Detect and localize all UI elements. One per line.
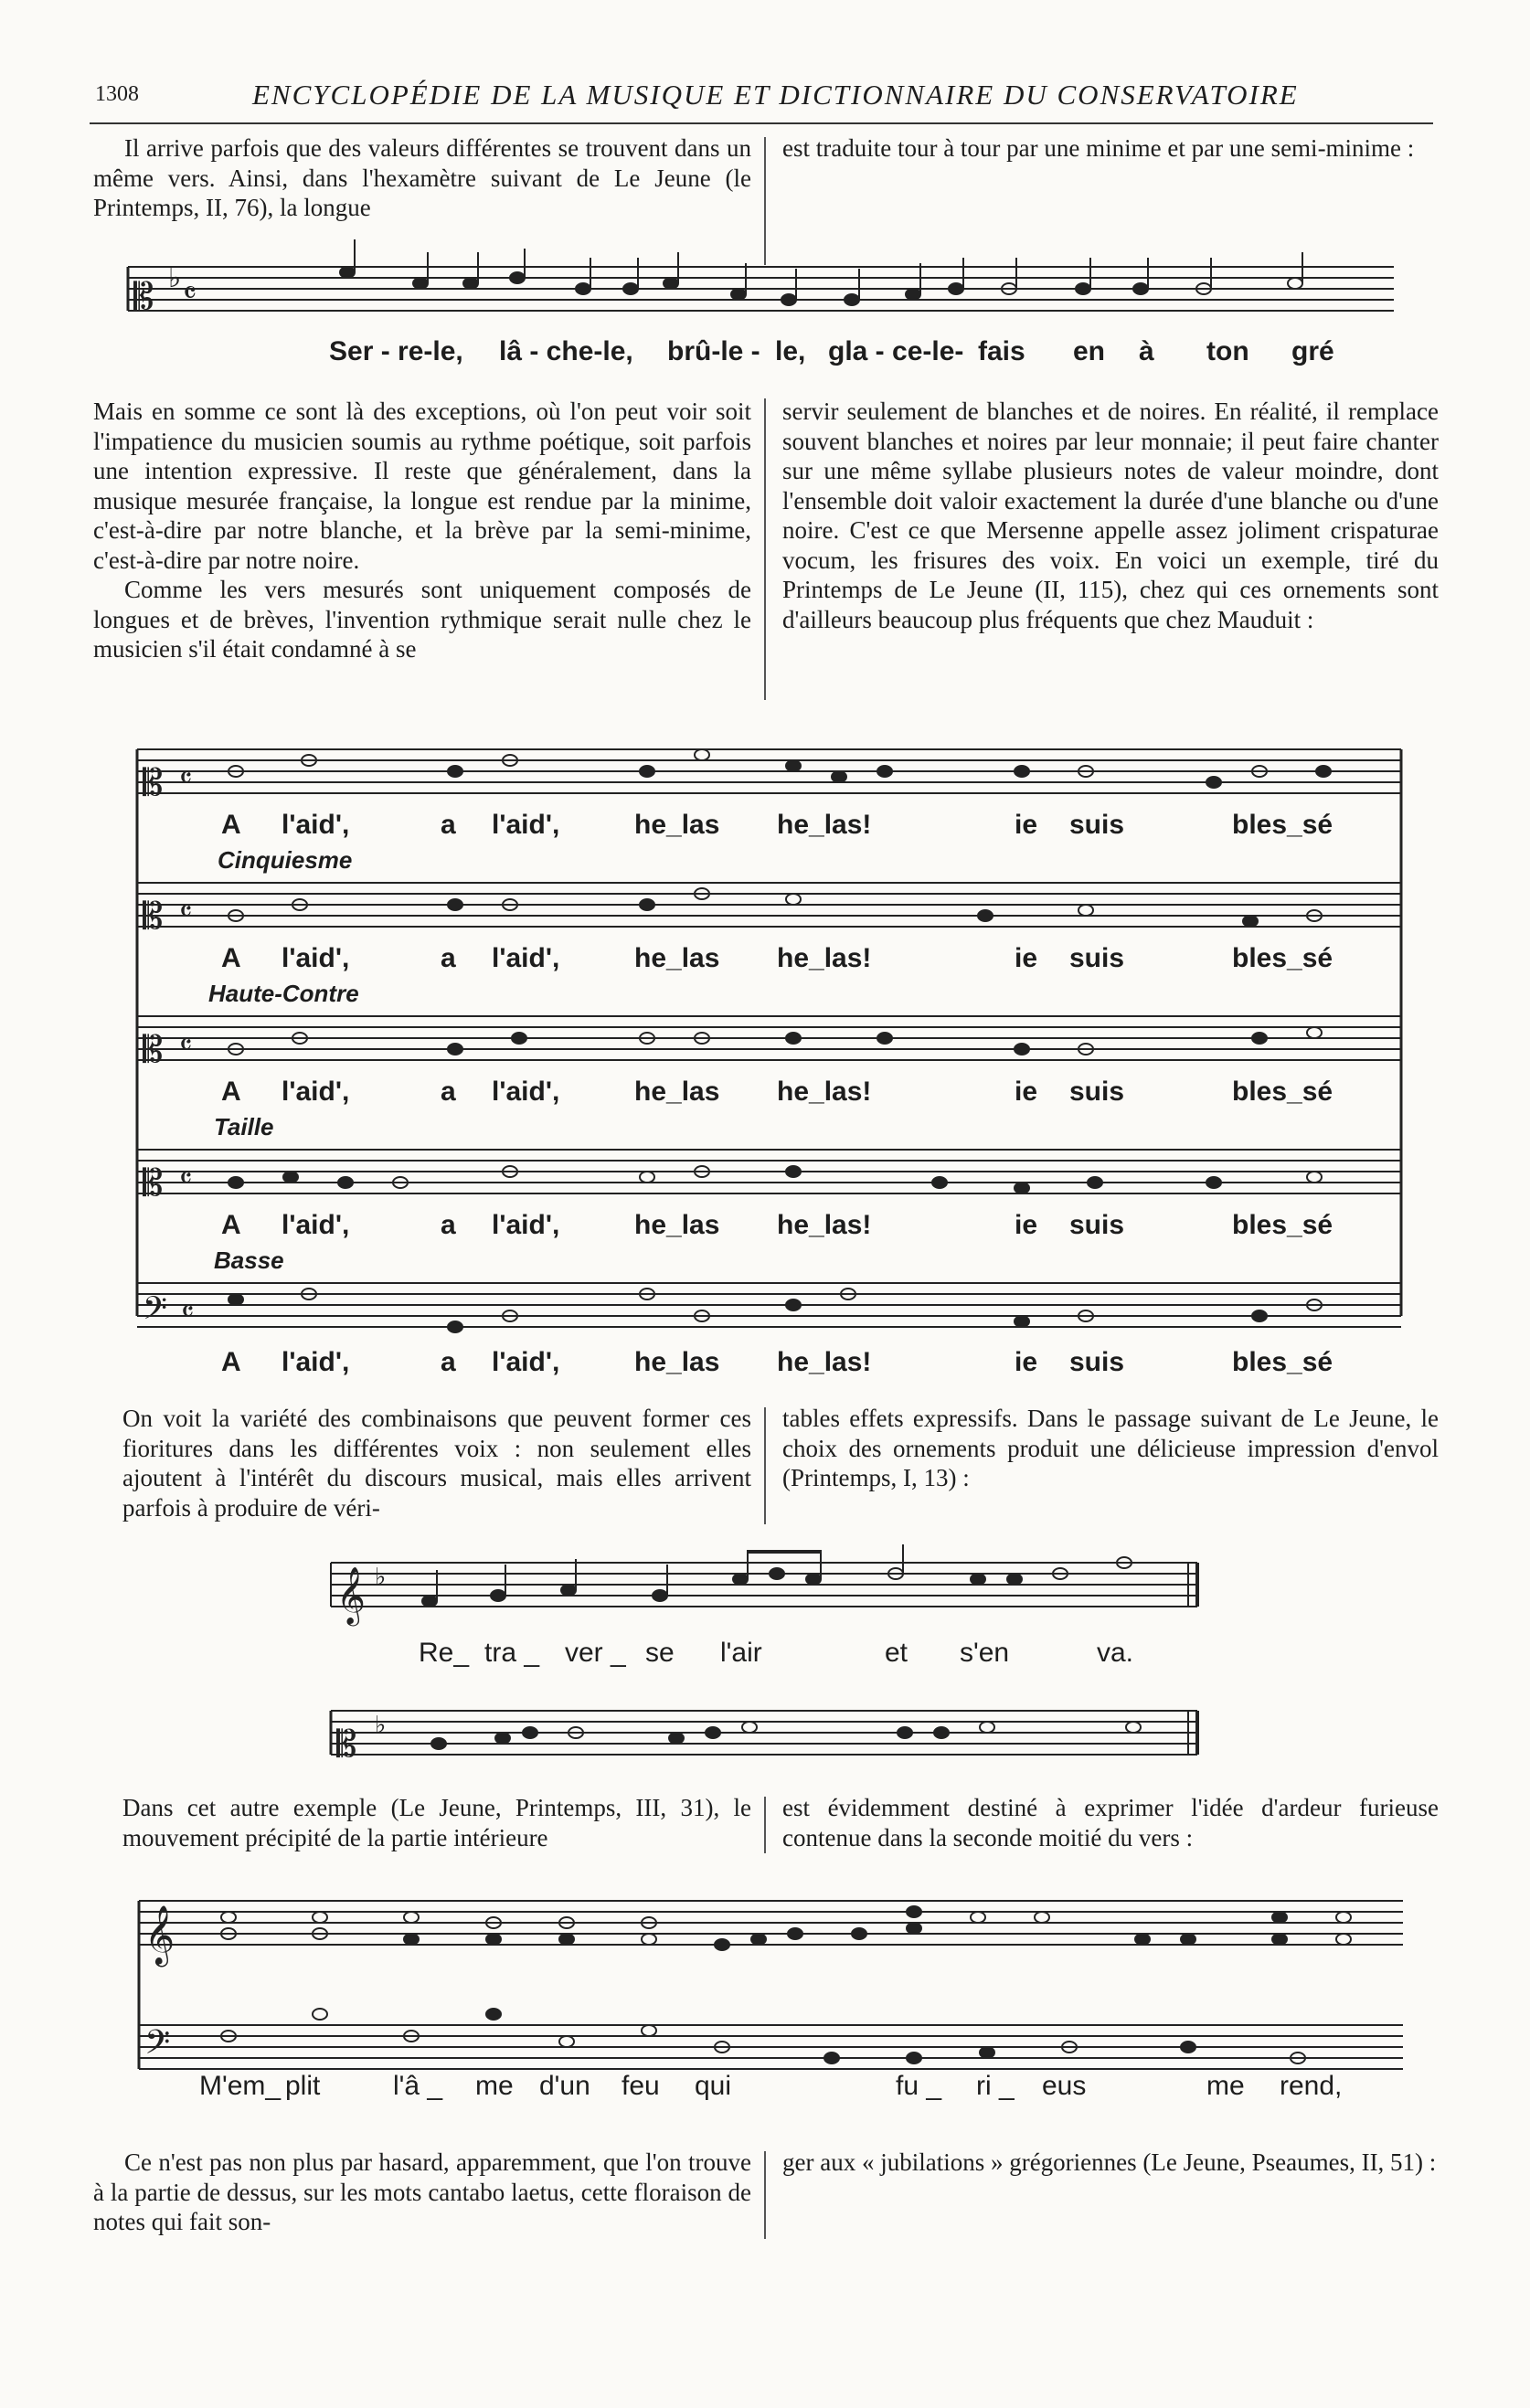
svg-text:𝄴: 𝄴	[179, 1161, 193, 1195]
lyric: A	[221, 1210, 241, 1240]
lyric: a	[441, 810, 456, 840]
lyric: a	[441, 943, 456, 973]
svg-text:𝄡: 𝄡	[143, 1029, 164, 1071]
lyric: suis	[1069, 1077, 1125, 1107]
lyric: he_las!	[777, 1210, 872, 1240]
lyric: rend,	[1280, 2071, 1343, 2101]
lyric: ie	[1015, 943, 1038, 973]
lyric: bles_sé	[1232, 1077, 1333, 1107]
lyric: ie	[1015, 1210, 1038, 1240]
lyric: A	[221, 943, 241, 973]
lyric: l'aid',	[282, 810, 350, 840]
voice-label: Taille	[214, 1113, 274, 1140]
lyric: l'aid',	[492, 810, 560, 840]
svg-text:𝄞: 𝄞	[144, 1905, 175, 1965]
text-block5-right	[782, 2148, 1439, 2178]
lyric: ver _	[565, 1638, 626, 1668]
lyric: qui	[695, 2071, 732, 2101]
lyric: le,	[775, 336, 806, 366]
lyric: A	[221, 1347, 241, 1377]
voice-label: Cinquiesme	[218, 846, 353, 874]
text-block4-right	[782, 1793, 1439, 1852]
lyric: ie	[1015, 810, 1038, 840]
paragraph: On voit la variété des combinaisons que peuvent former ces fioritures dans les différentes voix : non seulement elles ajoutent à l'intérêt du discours musical, mais elles arrivent parfois à produire de véri-	[122, 1405, 751, 1522]
lyric: a	[441, 1077, 456, 1107]
text-block2-right	[782, 397, 1439, 634]
music-example-1	[119, 239, 1398, 377]
lyric: l'aid',	[492, 1347, 560, 1377]
svg-text:𝄴: 𝄴	[179, 1027, 193, 1062]
lyric: bles_sé	[1232, 1210, 1333, 1240]
column-divider	[764, 2151, 766, 2239]
paragraph: est évidemment destiné à exprimer l'idée d'ardeur furieuse contenue dans la seconde moitié du vers :	[782, 1794, 1439, 1851]
column-divider	[764, 1797, 766, 1853]
running-title: ENCYCLOPÉDIE DE LA MUSIQUE ET DICTIONNAIRE DU CONSERVATOIRE	[252, 79, 1299, 111]
lyric: a	[441, 1347, 456, 1377]
lyric: ie	[1015, 1077, 1038, 1107]
lyric-row-2	[135, 943, 1406, 980]
lyric: Ser - re-le,	[329, 336, 463, 366]
lyric: me	[1206, 2071, 1245, 2101]
lyric: feu	[622, 2071, 660, 2101]
svg-text:𝄡: 𝄡	[143, 896, 164, 938]
lyric: bles_sé	[1232, 810, 1333, 840]
lyric: l'air	[720, 1638, 762, 1668]
lyric-row-1	[135, 810, 1406, 846]
lyric: s'en	[960, 1638, 1010, 1668]
paragraph: est traduite tour à tour par une minime et par une semi-minime :	[782, 134, 1415, 162]
svg-text:𝄴: 𝄴	[183, 275, 197, 312]
paragraph: Dans cet autre exemple (Le Jeune, Printemps, III, 31), le mouvement précipité de la partie intérieure	[122, 1794, 751, 1851]
paragraph: Comme les vers mesurés sont uniquement composés de longues et de brèves, l'invention rythmique serait nulle chez le musicien s'il était condamné à se	[93, 576, 751, 663]
column-divider	[764, 1407, 766, 1524]
svg-text:𝄞: 𝄞	[336, 1566, 366, 1624]
paragraph: ger aux « jubilations » grégoriennes (Le Jeune, Pseaumes, II, 51) :	[782, 2148, 1437, 2176]
text-block1-right	[782, 133, 1439, 164]
voice-label: Haute-Contre	[208, 980, 359, 1007]
lyric: l'aid',	[282, 943, 350, 973]
paragraph: Il arrive parfois que des valeurs différentes se trouvent dans un même vers. Ainsi, dans l'hexamètre suivant de Le Jeune (le Printemps, II, 76), la longue	[93, 134, 751, 221]
text-block1-left	[93, 133, 751, 223]
lyric: et	[885, 1638, 908, 1668]
lyric: suis	[1069, 810, 1125, 840]
lyric: va.	[1097, 1638, 1134, 1668]
lyric: he_las!	[777, 1347, 872, 1377]
paragraph: tables effets expressifs. Dans le passage suivant de Le Jeune, le choix des ornements produit une délicieuse impression d'envol (Printemps, I, 13) :	[782, 1405, 1439, 1491]
lyric: a	[441, 1210, 456, 1240]
lyric: ie	[1015, 1347, 1038, 1377]
grand-staff-example	[137, 1864, 1408, 2084]
lyric: he_las	[634, 1210, 720, 1240]
lyric: fais	[978, 336, 1025, 366]
lyric: d'un	[539, 2071, 590, 2101]
column-divider	[764, 398, 766, 700]
paragraph: servir seulement de blanches et de noires. En réalité, il remplace souvent blanches et noires par leur monnaie; il peut faire chanter sur une même syllabe plusieurs notes de valeur moindre, dont l'ensemble doit valoir exactement la durée d'une blanche ou d'une noire. C'est ce que Mersenne appelle assez joliment crispaturae vocum, les frisures des voix. En voici un exemple, tiré du Printemps de Le Jeune (II, 115), chez qui ces ornements sont d'ailleurs beaucoup plus fréquents que chez Mauduit :	[782, 398, 1439, 633]
lyric: he_las	[634, 943, 720, 973]
lyric: bles_sé	[1232, 1347, 1333, 1377]
lyric: fu _	[896, 2071, 942, 2101]
svg-text:♭: ♭	[168, 262, 182, 294]
lyric: lâ - che-le,	[499, 336, 633, 366]
lyric: se	[645, 1638, 675, 1668]
lyric: he_las	[634, 810, 720, 840]
lyric: l'aid',	[282, 1347, 350, 1377]
text-block2-left	[93, 397, 751, 664]
lyric: en	[1073, 336, 1106, 366]
lyric: he_las	[634, 1347, 720, 1377]
text-block4-left	[122, 1793, 751, 1852]
paragraph: Mais en somme ce sont là des exceptions, où l'on peut voir soit l'impatience du musicien soumis au rythme poétique, soit parfois une intention expressive. Il reste que généralement, dans la musique mesurée française, la longue est rendue par la minime, c'est-à-dire par notre blanche, et la brève par la semi-minime, c'est-à-dire par notre noire.	[93, 398, 751, 574]
lyric-row-5	[135, 1347, 1406, 1384]
text-block3-left	[122, 1404, 751, 1522]
lyric: he_las!	[777, 810, 872, 840]
svg-text:𝄡: 𝄡	[143, 762, 164, 804]
page-number: 1308	[95, 82, 139, 106]
svg-text:𝄢: 𝄢	[144, 2023, 171, 2070]
text-block3-right	[782, 1404, 1439, 1493]
lyric: l'aid',	[282, 1210, 350, 1240]
lyric: he_las!	[777, 1077, 872, 1107]
lyric: brû-le -	[667, 336, 760, 366]
lyric: gré	[1291, 336, 1334, 366]
paragraph: Ce n'est pas non plus par hasard, apparemment, que l'on trouve à la partie de dessus, sur les mots cantabo laetus, cette floraison de notes qui fait son-	[93, 2148, 751, 2235]
svg-text:𝄢: 𝄢	[143, 1289, 168, 1334]
svg-text:♭: ♭	[375, 1712, 387, 1739]
lyric: suis	[1069, 1210, 1125, 1240]
lyric: ri _	[976, 2071, 1015, 2101]
lyric: l'aid',	[492, 1077, 560, 1107]
lyric: tra _	[484, 1638, 540, 1668]
lyric: bles_sé	[1232, 943, 1333, 973]
lyric: à	[1139, 336, 1154, 366]
svg-text:𝄴: 𝄴	[179, 760, 193, 795]
page-header	[90, 79, 1433, 124]
music-example-4	[137, 1864, 1408, 2138]
music-example-3	[329, 1544, 1206, 1782]
staff-1	[119, 239, 1398, 331]
lyric: eus	[1042, 2071, 1087, 2101]
lyric: he_las!	[777, 943, 872, 973]
text-block5-left	[93, 2148, 751, 2237]
lyric: suis	[1069, 943, 1125, 973]
lyric: ton	[1206, 336, 1249, 366]
lyric: l'aid',	[492, 1210, 560, 1240]
lyric: l'â _	[393, 2071, 443, 2101]
lyric: he_las	[634, 1077, 720, 1107]
lyric: A	[221, 1077, 241, 1107]
lyric: A	[221, 810, 241, 840]
lyric: M'em_	[199, 2071, 282, 2101]
lyric: plit	[285, 2071, 321, 2101]
lyric: l'aid',	[492, 943, 560, 973]
lyric: l'aid',	[282, 1077, 350, 1107]
music-example-2	[135, 722, 1406, 1389]
lyric: suis	[1069, 1347, 1125, 1377]
voice-label: Basse	[214, 1246, 284, 1274]
lyric: Re_	[419, 1638, 470, 1668]
lyric-row-4	[135, 1210, 1406, 1246]
svg-text:𝄡: 𝄡	[336, 1724, 357, 1766]
lyric-row-3	[135, 1077, 1406, 1113]
svg-text:𝄡: 𝄡	[143, 1162, 164, 1204]
lyric: me	[475, 2071, 514, 2101]
lyric: gla - ce-le-	[828, 336, 964, 366]
svg-text:𝄴: 𝄴	[179, 894, 193, 928]
svg-text:♭: ♭	[375, 1564, 387, 1591]
svg-text:𝄴: 𝄴	[181, 1294, 195, 1329]
svg-text:𝄡: 𝄡	[133, 276, 154, 318]
